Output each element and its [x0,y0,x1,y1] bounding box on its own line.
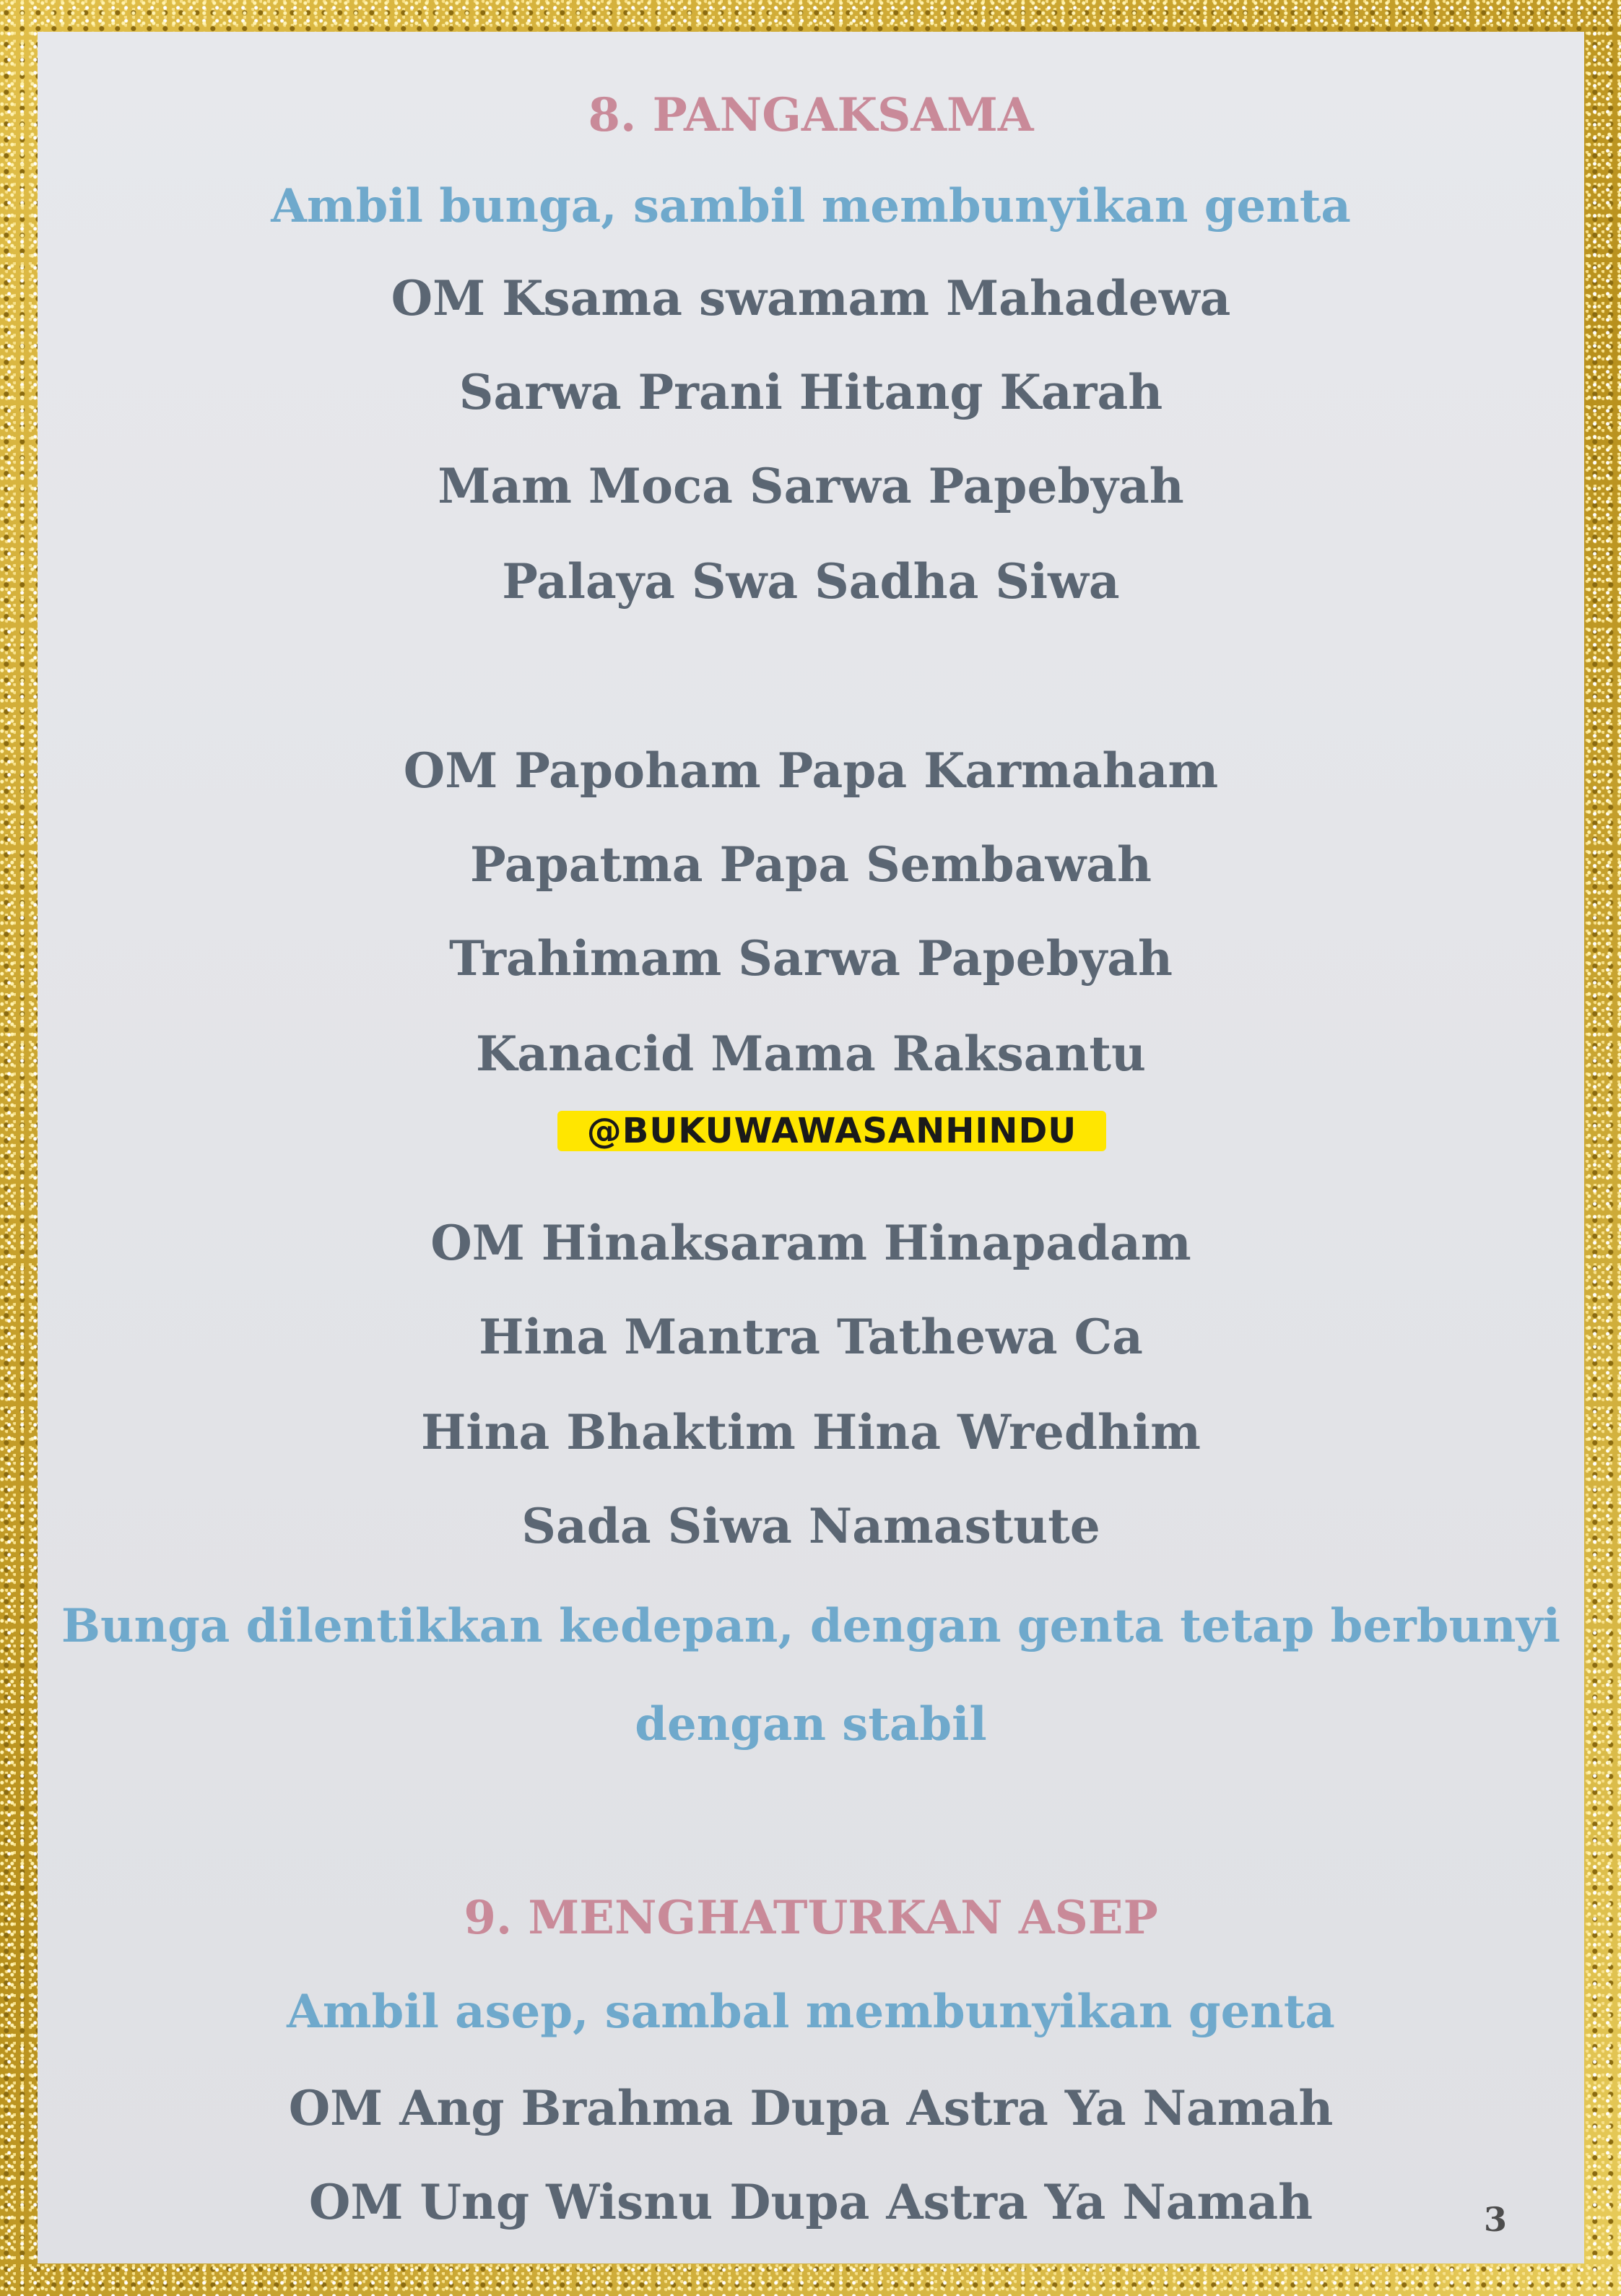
mantra-line: OM Hinaksaram Hinapadam [430,1215,1191,1271]
section-8-heading: 8. PANGAKSAMA [588,88,1034,142]
section-9-heading: 9. MENGHATURKAN ASEP [464,1891,1158,1945]
mantra-line: Sada Siwa Namastute [521,1498,1100,1554]
watermark-label: @BUKUWAWASANHINDU [557,1111,1106,1151]
mantra-line: OM Ksama swamam Mahadewa [391,270,1231,326]
mantra-line: Kanacid Mama Raksantu [476,1026,1146,1082]
mantra-line: OM Papoham Papa Karmaham [403,742,1219,799]
mantra-line: OM Ang Brahma Dupa Astra Ya Namah [288,2080,1334,2136]
mantra-line: OM Ung Wisnu Dupa Astra Ya Namah [308,2174,1313,2230]
document-page [38,32,1584,2263]
mantra-line: Papatma Papa Sembawah [469,836,1152,893]
mantra-line: Palaya Swa Sadha Siwa [502,553,1120,610]
page-number: 3 [1484,2200,1508,2239]
mantra-line: Trahimam Sarwa Papebyah [448,930,1173,987]
mantra-line: Sarwa Prani Hitang Karah [459,364,1163,420]
mantra-line: Hina Bhaktim Hina Wredhim [421,1404,1201,1460]
mantra-line: Mam Moca Sarwa Papebyah [438,458,1184,514]
mantra-line: Hina Mantra Tathewa Ca [479,1309,1143,1365]
section-9-instruction: Ambil asep, sambal membunyikan genta [287,1985,1335,2039]
section-8-closing-instruction-cont: dengan stabil [635,1697,987,1751]
section-8-closing-instruction: Bunga dilentikkan kedepan, dengan genta tetap berbunyi [61,1599,1561,1653]
section-8-instruction: Ambil bunga, sambil membunyikan genta [271,179,1351,233]
